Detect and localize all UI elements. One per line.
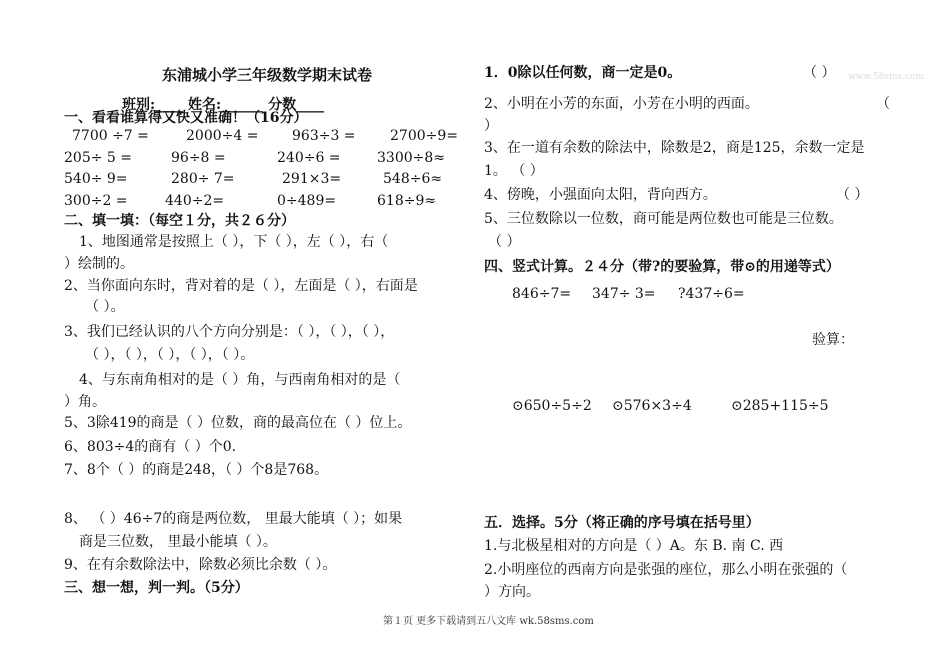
calc-10: 280÷ 7= <box>171 171 235 187</box>
calc-8: 3300÷8≈ <box>377 150 445 166</box>
faint-watermark: www.58sms.com <box>848 72 924 82</box>
calc-15: 0÷489= <box>277 193 337 209</box>
judge-q4-paren: （ ） <box>836 187 869 203</box>
fill-q4-line2: ）角。 <box>64 394 106 410</box>
judge-q5-line1: 5、三位数除以一位数，商可能是两位数也可能是三位数。 <box>484 211 843 227</box>
judge-q2-line1: 2、小明在小芳的东面，小芳在小明的西面。 <box>484 96 759 112</box>
fill-q7: 7、8个（ ）的商是248，（ ）个8是768。 <box>64 462 329 478</box>
judge-q4: 4、傍晚，小强面向太阳，背向西方。 <box>484 187 717 203</box>
fill-q8-line2: 商是三位数， 里最小能填（ ）。 <box>79 534 277 550</box>
calc-6: 96÷8 = <box>171 150 226 166</box>
calc-11: 291×3= <box>282 171 342 187</box>
student-info-line: 班别:____ 姓名:______ 分数____ <box>122 97 325 113</box>
fill-q1-line1: 1、地图通常是按照上（ ），下（ ），左（ ），右（ <box>79 234 389 250</box>
fill-q3-line2: （ ），（ ），（ ），（ ），（ ）。 <box>85 347 255 363</box>
section-2-heading: 二、填一填：（每空１分，共２６分） <box>64 213 295 229</box>
vertical-calc-3: ?437÷6= <box>678 286 745 302</box>
section-1-heading: 一、看看谁算得又快又准确！（16分） <box>64 110 308 126</box>
section-4-heading: 四、竖式计算。２４分（带?的要验算，带⊙的用递等式） <box>484 259 840 275</box>
calc-16: 618÷9≈ <box>377 193 437 209</box>
choice-q1: 1.与北极星相对的方向是（ ）A。东 B. 南 C. 西 <box>484 538 784 554</box>
calc-5: 205÷ 5 = <box>64 150 132 166</box>
fill-q3-line1: 3、我们已经认识的八个方向分别是：（ ），（ ），（ ）， <box>64 324 395 340</box>
fill-q4-line1: 4、与东南角相对的是（ ）角，与西南角相对的是（ <box>79 372 401 388</box>
choice-q2-line1: 2.小明座位的西南方向是张强的座位，那么小明在张强的（ <box>484 562 848 578</box>
vertical-calc-2: 347÷ 3= <box>592 286 656 302</box>
calc-14: 440÷2= <box>165 193 225 209</box>
judge-q3-line1: 3、在一道有余数的除法中，除数是2，商是125，余数一定是 <box>484 140 865 156</box>
page-title: 东浦城小学三年级数学期末试卷 <box>162 66 373 84</box>
fill-q2-line2: （ ）。 <box>85 299 125 315</box>
fill-q5: 5、3除419的商是（ ）位数，商的最高位在（ ）位上。 <box>64 415 412 431</box>
step-calc-3: ⊙285+115÷5 <box>731 398 829 414</box>
judge-q1-paren: （ ） <box>803 65 836 81</box>
section-5-heading: 五．选择。5分（将正确的序号填在括号里） <box>484 515 760 531</box>
judge-q2-paren: （ <box>876 96 890 112</box>
check-label: 验算： <box>812 332 854 348</box>
fill-q6: 6、803÷4的商有（ ）个0. <box>64 439 237 455</box>
fill-q1-line2: ）绘制的。 <box>64 256 134 272</box>
step-calc-2: ⊙576×3÷4 <box>612 398 692 414</box>
calc-4: 2700÷9= <box>390 128 458 144</box>
calc-9: 540÷ 9= <box>64 171 128 187</box>
judge-q3-line2: 1。 （ ） <box>484 163 544 179</box>
fill-q8-line1: 8、 （ ）46÷7的商是两位数， 里最大能填（ ）；如果 <box>64 511 403 527</box>
calc-1: 7700 ÷7 = <box>72 128 149 144</box>
judge-q2-line2: ） <box>484 118 498 134</box>
fill-q2-line1: 2、当你面向东时，背对着的是（ ），左面是（ ），右面是 <box>64 278 418 294</box>
step-calc-1: ⊙650÷5÷2 <box>512 398 592 414</box>
calc-3: 963÷3 = <box>292 128 356 144</box>
calc-13: 300÷2 = <box>64 193 128 209</box>
calc-7: 240÷6 = <box>277 150 341 166</box>
judge-q5-line2: （ ） <box>488 234 521 250</box>
choice-q2-line2: ）方向。 <box>484 584 540 600</box>
vertical-calc-1: 846÷7= <box>512 286 572 302</box>
calc-2: 2000÷4 = <box>186 128 259 144</box>
page-footer: 第１页 更多下载请到五八文库 wk.58sms.com <box>383 616 594 627</box>
judge-q1: 1．0除以任何数，商一定是0。 <box>484 65 682 81</box>
fill-q9: 9、在有余数除法中，除数必须比余数（ ）。 <box>64 557 337 573</box>
calc-12: 548÷6≈ <box>383 171 443 187</box>
section-3-heading: 三、想一想，判一判。（5分） <box>64 580 249 596</box>
